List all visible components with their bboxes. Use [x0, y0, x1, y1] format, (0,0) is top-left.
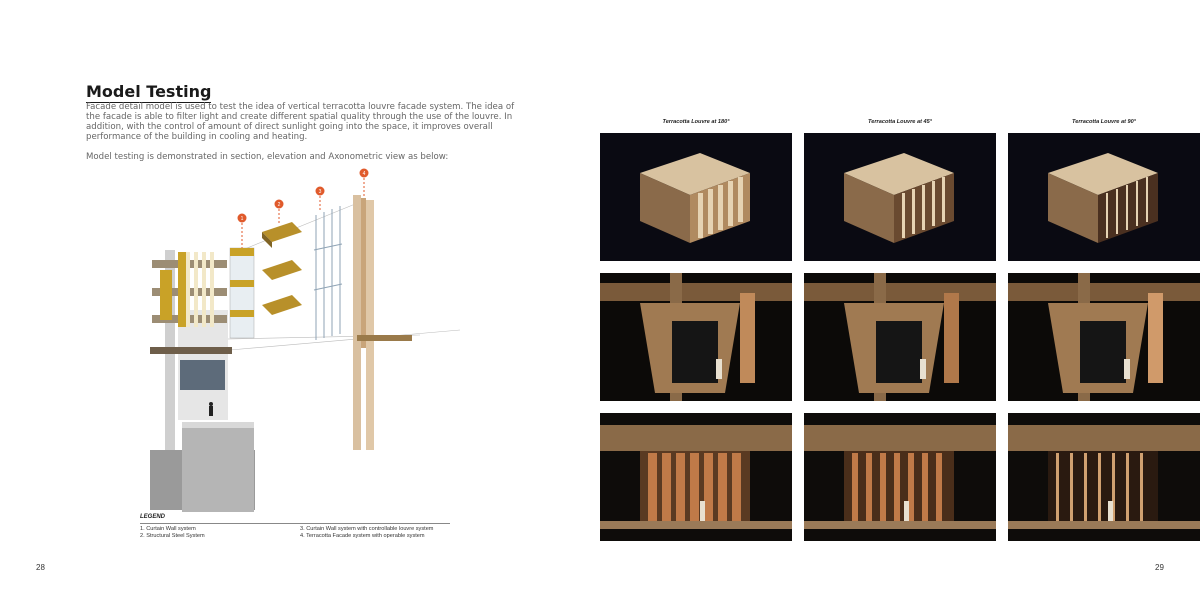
description-paragraph: Facade detail model is used to test the idea of vertical terracotta louvre facade system. The idea of the facade is able to filter light and create different spatial quality through the use of the louvre. In addition, with the control of amount of direct sunlight going into the space, it improves overall performance of the building in cooling and heating.: [86, 102, 515, 142]
figure-icon: [1108, 501, 1113, 521]
component-structural-slabs: [262, 222, 302, 315]
marker-1-label: 1: [240, 216, 244, 222]
legend-title: LEGEND: [140, 514, 166, 520]
figure-icon: [920, 359, 926, 379]
photo-axo-45: [804, 133, 996, 261]
component-curtain-wall-louvre: [314, 206, 342, 340]
legend-divider: [140, 523, 450, 524]
photo-elevation-90: [1008, 413, 1200, 541]
photo-elevation-45: [804, 413, 996, 541]
page-title: Model Testing: [86, 82, 212, 101]
legend-item-3: 3. Curtain Wall system with controllable louvre system: [300, 526, 434, 532]
photo-section-90: [1008, 273, 1200, 401]
page-number-right: 29: [1155, 563, 1164, 572]
column-header-45: Terracotta Louvre at 45°: [868, 119, 932, 125]
intro-paragraph: Model testing is demonstrated in section, elevation and Axonometric view as below:: [86, 152, 449, 162]
person-figure: [209, 402, 213, 416]
marker-4-label: 4: [362, 171, 366, 177]
legend-item-2: 2. Structural Steel System: [140, 533, 205, 539]
column-header-180: Terracotta Louvre at 180°: [662, 119, 730, 125]
photo-elevation-180: [600, 413, 792, 541]
photo-section-180: [600, 273, 792, 401]
marker-group: [238, 169, 369, 249]
marker-3-label: 3: [318, 189, 322, 195]
figure-icon: [1124, 359, 1130, 379]
figure-icon: [700, 501, 705, 521]
column-header-90: Terracotta Louvre at 90°: [1072, 119, 1136, 125]
component-terracotta-facade: [353, 195, 412, 450]
photo-section-45: [804, 273, 996, 401]
exploded-axonometric-diagram: [120, 160, 480, 520]
component-curtain-wall: [230, 248, 254, 338]
legend-item-4: 4. Terracotta Facade system with operable system: [300, 533, 425, 539]
legend-item-1: 1. Curtain Wall system: [140, 526, 196, 532]
figure-icon: [904, 501, 909, 521]
page-number-left: 28: [36, 563, 45, 572]
figure-icon: [716, 359, 722, 379]
photo-axo-180: [600, 133, 792, 261]
marker-2-label: 2: [277, 202, 281, 208]
photo-axo-90: [1008, 133, 1200, 261]
